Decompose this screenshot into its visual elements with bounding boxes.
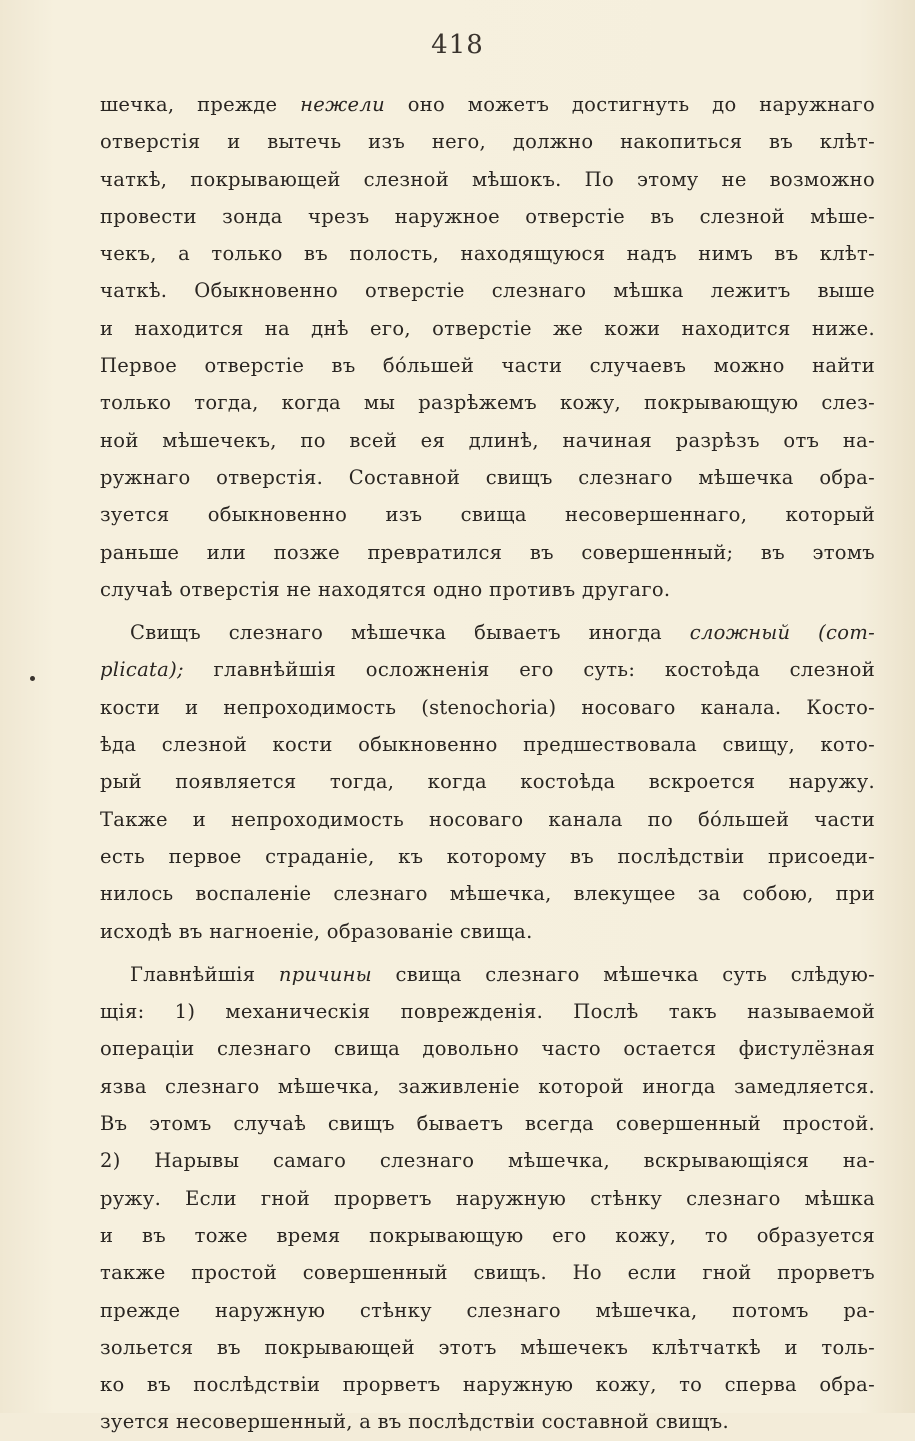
text-line: только тогда, когда мы разрѣжемъ кожу, покрывающую слез- <box>100 391 875 415</box>
body-text <box>100 86 875 1441</box>
text-line: зольется въ покрывающей этотъ мѣшечекъ клѣтчаткѣ и толь- <box>100 1335 875 1359</box>
text-line: прежде наружную стѣнку слезнаго мѣшечка, потомъ ра- <box>100 1298 875 1322</box>
italic-term: plicata); <box>100 658 184 682</box>
paragraph-1 <box>100 86 875 608</box>
text-run: оно можетъ достигнуть до наружнаго <box>384 93 875 116</box>
text-line: отверстія и вытечь изъ него, должно накопиться въ клѣт- <box>100 130 875 154</box>
text-run: Свищъ слезнаго мѣшечка бываетъ иногда <box>130 621 690 645</box>
text-run: свища слезнаго мѣшечка суть слѣдую- <box>372 962 875 986</box>
text-run: Главнѣйшія <box>130 962 279 986</box>
text-line: случаѣ отверстія не находятся одно противъ другаго. <box>100 577 671 601</box>
text-line: чаткѣ, покрывающей слезной мѣшокъ. По этому не возможно <box>100 167 875 191</box>
page-number: 418 <box>431 30 484 60</box>
text-line <box>100 86 875 123</box>
text-line: 2) Нарывы самаго слезнаго мѣшечка, вскрывающіяся на- <box>100 1149 875 1173</box>
text-line: и въ тоже время покрывающую его кожу, то образуется <box>100 1223 875 1247</box>
text-line: ѣда слезной кости обыкновенно предшествовала свищу, кото- <box>100 733 875 757</box>
text-line: зуется обыкновенно изъ свища несовершеннаго, который <box>100 503 875 527</box>
text-line: Первое отверстіе въ бо́льшей части случаевъ можно найти <box>100 354 875 378</box>
text-line: провести зонда чрезъ наружное отверстіе въ слезной мѣше- <box>100 204 875 228</box>
text-line: Въ этомъ случаѣ свищъ бываетъ всегда совершенный простой. <box>100 1112 875 1136</box>
text-line <box>100 614 875 651</box>
text-line: ной мѣшечекъ, по всей ея длинѣ, начиная разрѣзъ отъ на- <box>100 428 875 452</box>
text-line: ко въ послѣдствіи прорветъ наружную кожу, то сперва обра- <box>100 1373 875 1397</box>
text-run: главнѣйшія осложненія его суть: костоѣда слезной <box>183 658 875 682</box>
text-line: исходѣ въ нагноеніе, образованіе свища. <box>100 919 533 943</box>
text-line: раньше или позже превратился въ совершенный; въ этомъ <box>100 540 875 564</box>
text-line: ружнаго отверстія. Составной свищъ слезнаго мѣшечка обра- <box>100 465 875 489</box>
text-line: чекъ, а только въ полость, находящуюся надъ нимъ въ клѣт- <box>100 242 875 266</box>
text-line: язва слезнаго мѣшечка, заживленіе которой иногда замедляется. <box>100 1074 875 1098</box>
paragraph-3 <box>100 956 875 1441</box>
italic-term: причины <box>278 962 372 986</box>
italic-term: нежели <box>300 93 385 116</box>
text-line: Также и непроходимость носоваго канала по бо́льшей части <box>100 807 875 831</box>
text-line: кости и непроходимость (stenochoria) носоваго канала. Косто- <box>100 695 875 719</box>
margin-dot <box>30 676 35 681</box>
text-line: есть первое страданіе, къ которому въ послѣдствіи присоеди- <box>100 844 875 868</box>
text-line: чаткѣ. Обыкновенно отверстіе слезнаго мѣшка лежитъ выше <box>100 279 875 303</box>
paragraph-2 <box>100 614 875 950</box>
text-line: ружу. Если гной прорветъ наружную стѣнку слезнаго мѣшка <box>100 1186 875 1210</box>
text-line: также простой совершенный свищъ. Но если гной прорветъ <box>100 1261 875 1285</box>
text-line: нилось воспаленіе слезнаго мѣшечка, влекущее за собою, при <box>100 882 875 906</box>
text-run: шечка, прежде <box>100 93 301 116</box>
text-line: операціи слезнаго свища довольно часто остается фистулёзная <box>100 1037 875 1061</box>
italic-term: сложный (com- <box>689 621 875 645</box>
text-line: щія: 1) механическія поврежденія. Послѣ такъ называемой <box>100 1000 875 1024</box>
text-line <box>100 956 875 993</box>
text-line: зуется несовершенный, а въ послѣдствіи составной свищъ. <box>100 1410 730 1434</box>
text-line: и находится на днѣ его, отверстіе же кожи находится ниже. <box>100 316 875 340</box>
text-line: рый появляется тогда, когда костоѣда вскроется наружу. <box>100 770 875 794</box>
text-line <box>100 651 875 688</box>
